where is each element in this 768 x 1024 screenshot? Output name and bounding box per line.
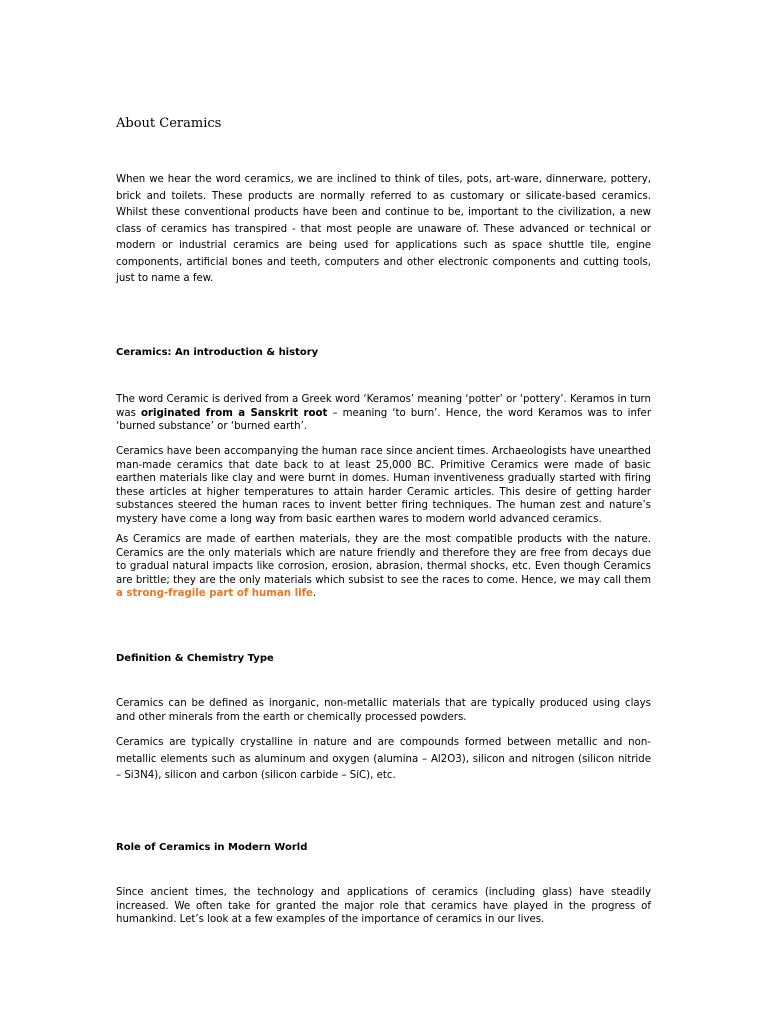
- nature-paragraph: [116, 533, 651, 601]
- chemistry-paragraph: Ceramics are typically crystalline in nature and are compounds formed between metallic and non-metallic elements such as aluminum and oxygen (alumina – Al2O3), silicon and nitrogen (silicon nitride – Si3N4), silicon and carbon (silicon carbide – SiC), etc.: [116, 737, 651, 781]
- etymology-text-start: The word Ceramic is derived from a Greek word ‘Keramos’ meaning ‘potter’ or ‘pottery’. Keramos in turn was: [116, 394, 651, 419]
- page-title: About Ceramics: [116, 116, 222, 131]
- definition-paragraph: Ceramics can be defined as inorganic, non-metallic materials that are typically produced using clays and other minerals from the earth or chemically processed powders.: [116, 698, 651, 723]
- section-heading-modern-role: Role of Ceramics in Modern World: [116, 842, 308, 853]
- nature-text-end: .: [312, 588, 317, 599]
- section-heading-definition: Definition & Chemistry Type: [116, 653, 274, 664]
- nature-text: As Ceramics are made of earthen materials, they are the most compatible products with the nature. Ceramics are the only materials which are nature friendly and therefore they are free from decays due to gradual natural impacts like corrosion, erosion, abrasion, thermal shocks, etc. Even though Ceramics are brittle; they are the only materials which subsist to see the races to come. Hence, we may call them: [116, 534, 651, 586]
- intro-paragraph: When we hear the word ceramics, we are inclined to think of tiles, pots, art-ware, dinnerware, pottery, brick and toilets. These products are normally referred to as customary or silicate-based ceramics. Whilst these conventional products have been and continue to be, important to the civilization, a new class of ceramics has transpired - that most people are unaware of. These advanced or technical or modern or industrial ceramics are being used for applications such as space shuttle tile, engine components, artificial bones and teeth, computers and other electronic components and cutting tools, just to name a few.: [116, 174, 651, 284]
- strong-fragile-highlight: a strong-fragile part of human life: [116, 588, 313, 599]
- section-heading-introduction: Ceramics: An introduction & history: [116, 347, 319, 358]
- etymology-text-end: – meaning ‘to burn’. Hence, the word Keramos was to infer ‘burned substance’ or ‘burned earth’.: [116, 407, 652, 432]
- sanskrit-root-emphasis: originated from a Sanskrit root: [140, 407, 328, 419]
- etymology-paragraph: [116, 393, 651, 434]
- history-paragraph: Ceramics have been accompanying the human race since ancient times. Archaeologists have unearthed man-made ceramics that date back to at least 25,000 BC. Primitive Ceramics were made of basic earthen materials like clay and were burnt in domes. Human inventiveness gradually started with firing these articles at higher temperatures to attain harder Ceramic articles. This desire of getting harder substances steered the human races to invent better firing techniques. The human zest and nature’s mystery have come a long way from basic earthen wares to modern world advanced ceramics.: [116, 446, 651, 525]
- modern-role-paragraph: Since ancient times, the technology and applications of ceramics (including glass) have steadily increased. We often take for granted the major role that ceramics have played in the progress of humankind. Let’s look at a few examples of the importance of ceramics in our lives.: [116, 887, 651, 925]
